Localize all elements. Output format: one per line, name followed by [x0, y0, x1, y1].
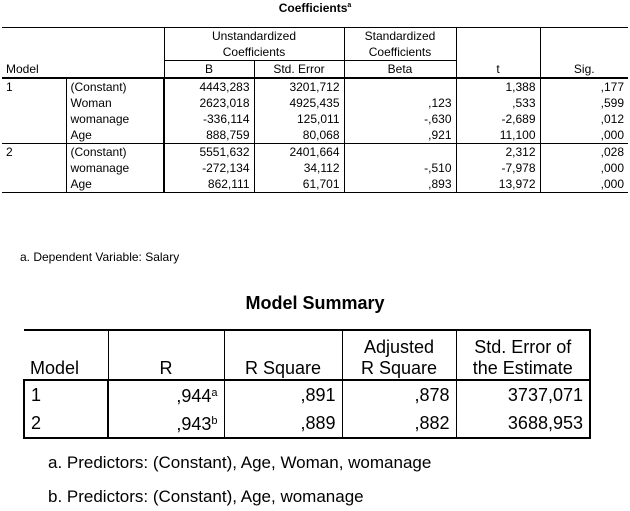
header-t: t: [456, 28, 540, 79]
coefficients-footnote: a. Dependent Variable: Salary: [20, 250, 180, 264]
cell-sig: ,000: [540, 127, 628, 144]
cell-t: 11,100: [456, 127, 540, 144]
table-row: [2, 176, 628, 193]
cell-b: 888,759: [164, 127, 254, 144]
model-summary-title: Model Summary: [245, 293, 385, 313]
table-row: [2, 95, 628, 111]
cell-term: Age: [70, 128, 92, 142]
cell-b: 5551,632: [164, 144, 254, 161]
cell-b: 4443,283: [164, 78, 254, 95]
summary-r-footnote-mark: b: [211, 415, 218, 427]
cell-beta: ,921: [344, 127, 456, 144]
summary-cell-r-square: ,891: [224, 380, 342, 409]
cell-beta: -,510: [344, 160, 456, 176]
cell-beta: ,123: [344, 95, 456, 111]
summary-cell-model: 1: [24, 380, 108, 409]
cell-t: 1,388: [456, 78, 540, 95]
cell-t: ,533: [456, 95, 540, 111]
cell-sig: ,000: [540, 176, 628, 193]
header-sig: Sig.: [540, 28, 628, 79]
cell-b: -336,114: [164, 111, 254, 127]
cell-term: womanage: [70, 161, 130, 175]
cell-b: 2623,018: [164, 95, 254, 111]
summary-header-adj-line1: Adjusted: [342, 330, 456, 358]
summary-header-adj-line2: R Square: [342, 358, 456, 380]
header-unstd-line1: Unstandardized: [164, 28, 344, 45]
cell-se: 4925,435: [254, 95, 344, 111]
summary-header-se-line1: Std. Error of: [456, 330, 590, 358]
cell-model: [2, 127, 66, 144]
cell-se: 125,011: [254, 111, 344, 127]
cell-se: 3201,712: [254, 78, 344, 95]
cell-beta: [344, 78, 456, 95]
model-summary-table: [23, 329, 591, 439]
cell-sig: ,177: [540, 78, 628, 95]
table-row: [24, 380, 590, 409]
summary-cell-se: 3688,953: [456, 409, 590, 438]
header-beta: Beta: [344, 61, 456, 79]
cell-beta: -,630: [344, 111, 456, 127]
summary-cell-model: 2: [24, 409, 108, 438]
table-row: [24, 409, 590, 438]
summary-header-se-line2: the Estimate: [456, 358, 590, 380]
cell-beta: [344, 144, 456, 161]
summary-cell-adj: ,878: [342, 380, 456, 409]
summary-cell-se: 3737,071: [456, 380, 590, 409]
table-row: [2, 160, 628, 176]
cell-sig: ,012: [540, 111, 628, 127]
cell-t: -7,978: [456, 160, 540, 176]
summary-header-r: R: [108, 330, 224, 380]
header-b: B: [164, 61, 254, 79]
cell-t: -2,689: [456, 111, 540, 127]
cell-b: -272,134: [164, 160, 254, 176]
summary-cell-r: ,943$^b$: [108, 409, 224, 438]
table-row: [2, 127, 628, 144]
cell-se: 61,701: [254, 176, 344, 193]
cell-se: 80,068: [254, 127, 344, 144]
summary-r-footnote-mark: a: [211, 387, 218, 399]
cell-b: 862,111: [164, 176, 254, 193]
cell-model: [2, 160, 66, 176]
summary-footnote-a: a. Predictors: (Constant), Age, Woman, womanage: [48, 453, 432, 472]
cell-model: 2: [2, 144, 66, 161]
header-unstd-line2: Coefficients: [164, 44, 344, 61]
table-row: [2, 78, 628, 95]
summary-cell-adj: ,882: [342, 409, 456, 438]
cell-sig: ,000: [540, 160, 628, 176]
summary-cell-r-square: ,889: [224, 409, 342, 438]
cell-se: 34,112: [254, 160, 344, 176]
cell-model: [2, 176, 66, 193]
table-row: [2, 111, 628, 127]
cell-beta: ,893: [344, 176, 456, 193]
table-row: [2, 144, 628, 161]
coefficients-table: [2, 27, 628, 193]
cell-term: Age: [66, 176, 164, 193]
summary-cell-r: ,944$^a$: [108, 380, 224, 409]
cell-model: 1: [2, 78, 66, 95]
coefficients-title-footnote-mark: a: [347, 2, 352, 9]
cell-t: 13,972: [456, 176, 540, 193]
cell-term: Woman: [70, 96, 112, 110]
header-std-line1: Standardized: [344, 28, 456, 45]
header-model: Model: [2, 28, 164, 79]
cell-model: [2, 111, 66, 127]
cell-term: womanage: [70, 112, 130, 126]
cell-term: (Constant): [66, 144, 164, 161]
cell-model: [2, 95, 66, 111]
cell-t: 2,312: [456, 144, 540, 161]
header-std-error: Std. Error: [254, 61, 344, 79]
summary-footnote-b: b. Predictors: (Constant), Age, womanage: [48, 487, 364, 506]
header-std-line2: Coefficients: [344, 44, 456, 61]
summary-header-model: Model: [24, 330, 108, 380]
cell-sig: ,599: [540, 95, 628, 111]
cell-se: 2401,664: [254, 144, 344, 161]
coefficients-title: Coefficients$^a$: [278, 1, 352, 15]
summary-header-r-square: R Square: [224, 330, 342, 380]
cell-sig: ,028: [540, 144, 628, 161]
cell-term: (Constant): [66, 78, 164, 95]
